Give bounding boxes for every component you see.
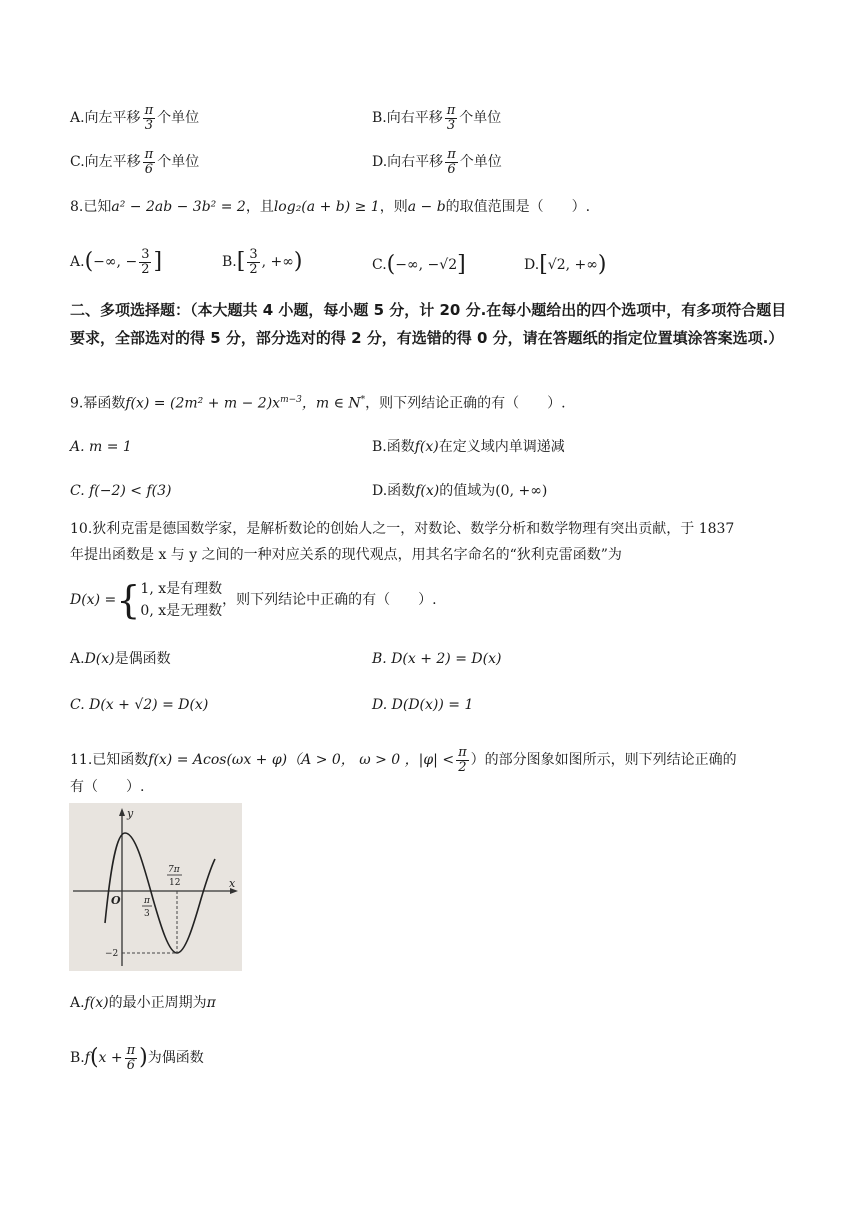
- q9-option-b: [372, 440, 565, 454]
- q7-option-a: [70, 104, 199, 132]
- q10-line2: 年提出函数是 x 与 y 之间的一种对应关系的现代观点，用其名字命名的“狄利克雷函数”为: [70, 547, 622, 563]
- y-axis-arrow-icon: [119, 808, 125, 816]
- origin-label: O: [111, 894, 121, 907]
- q11-stem: [70, 746, 737, 774]
- q10-option-a: [70, 652, 171, 666]
- q9-d-pre: D.函数: [372, 483, 416, 499]
- section-2-heading: 二、多项选择题：（本大题共 4 小题，每小题 5 分，计 20 分.在每小题给出的四个选项中，有多项符合题目要求，全部选对的得 5 分，部分选对的得 2 分，有选错的得 0 分，请在答题纸的指定位置填涂答案选项.）: [70, 301, 787, 347]
- q7-d-suffix: 个单位: [459, 154, 502, 171]
- q7-c-frac: [143, 148, 156, 176]
- q7-c-den: 6: [144, 161, 154, 177]
- q10-line1: 10.狄利克雷是德国数学家，是解析数论的创始人之一，对数论、数学分析和数学物理有突出贡献，于 1837: [70, 521, 735, 537]
- q7-a-frac: [143, 104, 156, 132]
- q9-prefix: 9.幂函数: [70, 395, 126, 412]
- q11-b-f: f: [84, 1050, 90, 1067]
- q7-a-num: π: [144, 103, 154, 118]
- q7-option-d: [372, 148, 502, 176]
- q11-func: f(x) = Acos(ωx + φ): [148, 752, 288, 769]
- q10-option-c: C. D(x + √2) = D(x): [70, 697, 209, 713]
- q7-option-c: [70, 148, 199, 176]
- q10-a-post: 是偶函数: [114, 651, 171, 667]
- q9-b-f: f(x): [414, 439, 439, 455]
- q10-case2: 0, x是无理数: [140, 603, 223, 619]
- q10-a-f: D(x): [84, 651, 115, 667]
- q11-a-f: f(x): [84, 995, 109, 1011]
- q11-a-pre: A.: [70, 995, 85, 1011]
- q11-b-num: π: [126, 1043, 136, 1058]
- q8-c-label: C.: [372, 257, 387, 273]
- q8-mid: ，且: [245, 199, 274, 215]
- q11-cond: （A > 0， ω > 0 ，|φ| <: [287, 752, 455, 769]
- y-min-label: −2: [105, 949, 119, 959]
- q8-prefix: 8.已知: [70, 199, 112, 215]
- q8-b-den: 2: [249, 261, 258, 277]
- q7-d-den: 6: [447, 161, 456, 177]
- q11-a-post: 的最小正周期为: [108, 995, 207, 1011]
- q11-b-post: 为偶函数: [147, 1050, 204, 1067]
- q10-option-d: D. D(D(x)) = 1: [372, 697, 474, 713]
- q9-cond: ，m ∈ N: [301, 395, 361, 412]
- q11-prefix: 11.已知函数: [70, 752, 149, 769]
- q8-eq2: log₂(a + b) ≥ 1: [273, 199, 380, 215]
- q11-b-den: 6: [126, 1057, 136, 1073]
- q7-b-num: π: [446, 103, 456, 118]
- q7-b-den: 3: [446, 117, 456, 133]
- q8-option-a: A.(−∞, − $\frac{3}{2}$ ]: [70, 247, 163, 277]
- q11-b-inner: x +: [98, 1050, 123, 1067]
- q7-a-den: 3: [144, 117, 153, 133]
- q9-cond-sup: *: [360, 395, 366, 405]
- q8-option-d: D.[√2, +∞): [524, 252, 607, 277]
- tick-7pi12-num: 7π: [168, 865, 180, 875]
- q9-d-f: f(x): [415, 483, 440, 499]
- q8-mid2: ，则: [379, 199, 408, 215]
- q10-definition: D(x) ={ 1, x是有理数 0, x是无理数 ，则下列结论中正确的有（ ）.: [70, 578, 437, 622]
- q7-d-frac: [445, 148, 458, 176]
- q8-eq1: a² − 2ab − 3b² = 2: [111, 199, 246, 215]
- q11-cond-num: π: [458, 745, 467, 760]
- q11-option-a: [70, 996, 216, 1010]
- q8-suffix: 的取值范围是（ ）.: [445, 199, 591, 215]
- q11-graph-figure: [69, 803, 242, 971]
- q8-option-c: C.(−∞, −√2]: [372, 252, 466, 277]
- q7-c-prefix: C.向左平移: [70, 154, 141, 171]
- q9-option-d: [372, 484, 547, 498]
- q10-func: D(x) =: [70, 592, 117, 608]
- q8-stem: [70, 200, 590, 214]
- q10-case1: 1, x是有理数: [140, 581, 223, 597]
- q11-a-val: π: [206, 995, 216, 1011]
- q11-cond-den: 2: [458, 759, 467, 775]
- q9-func: f(x) = (2m² + m − 2)x: [125, 395, 281, 412]
- q8-b-num: 3: [249, 247, 258, 262]
- q9-suffix: ，则下列结论正确的有（ ）.: [365, 395, 566, 412]
- q11-b-pre: B.: [70, 1050, 85, 1067]
- q8-a-left: −∞, −: [93, 254, 138, 271]
- q9-b-pre: B.函数: [372, 439, 415, 455]
- q7-a-prefix: A.向左平移: [70, 110, 141, 127]
- q9-stem: [70, 396, 566, 411]
- q8-c-val: −∞, −√2: [395, 257, 458, 273]
- q8-expr: a − b: [407, 199, 446, 215]
- q7-c-num: π: [144, 147, 154, 162]
- q8-a-den: 2: [141, 261, 150, 277]
- q7-d-prefix: D.向右平移: [372, 154, 444, 171]
- tick-pi3-den: 3: [144, 909, 150, 919]
- q7-c-suffix: 个单位: [157, 154, 200, 171]
- q10-suffix: ，则下列结论中正确的有（ ）.: [222, 592, 437, 608]
- tick-pi3-num: π: [144, 896, 150, 906]
- q9-exp: m−3: [280, 395, 302, 405]
- q7-a-suffix: 个单位: [157, 110, 200, 127]
- q8-b-label: B.: [222, 254, 237, 271]
- q11-suffix: ）的部分图象如图所示，则下列结论正确的: [470, 752, 737, 769]
- q7-b-prefix: B.向右平移: [372, 110, 443, 127]
- q7-option-b: [372, 104, 501, 132]
- q8-d-label: D.: [524, 257, 540, 273]
- q11-graph-svg: [69, 803, 242, 971]
- q8-a-num: 3: [141, 247, 150, 262]
- q11-option-b: B.f(x + $\frac{\pi}{6}$ )为偶函数: [70, 1043, 204, 1073]
- q7-d-num: π: [447, 147, 456, 162]
- q9-option-a: A. m = 1: [70, 439, 132, 455]
- q8-d-val: √2, +∞: [547, 257, 598, 273]
- q8-b-right: , +∞: [261, 254, 294, 271]
- y-axis-label: y: [127, 807, 134, 820]
- q10-option-b: B. D(x + 2) = D(x): [372, 651, 502, 667]
- q10-a-pre: A.: [70, 651, 85, 667]
- q9-b-post: 在定义域内单调递减: [438, 439, 565, 455]
- q7-b-frac: [445, 104, 458, 132]
- q11-line2: 有（ ）.: [70, 779, 145, 795]
- q8-a-label: A.: [70, 254, 85, 271]
- q9-d-val: (0, +∞): [495, 483, 548, 499]
- q9-d-post: 的值域为: [439, 483, 496, 499]
- x-axis-label: x: [229, 877, 236, 890]
- q8-option-b: B.[ $\frac{3}{2}$ , +∞): [222, 247, 303, 277]
- tick-7pi12-den: 12: [169, 878, 181, 888]
- q9-option-c: C. f(−2) < f(3): [70, 483, 172, 499]
- q7-b-suffix: 个单位: [459, 110, 502, 127]
